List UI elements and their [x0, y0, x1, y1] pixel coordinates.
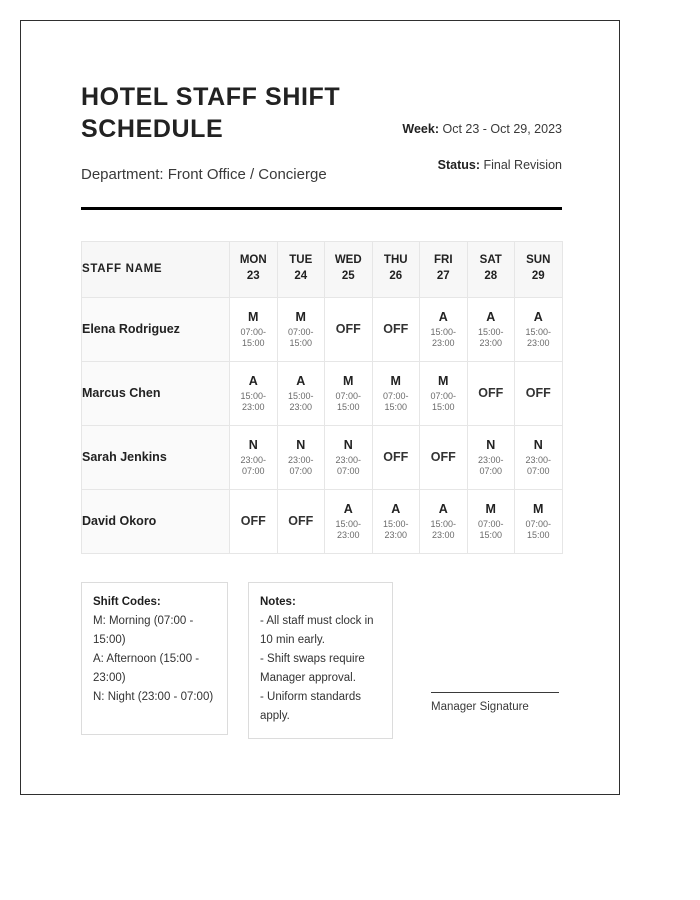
shift-off-label: OFF [478, 385, 504, 400]
schedule-table [81, 241, 563, 554]
shift-code: A [296, 373, 306, 388]
status-value: Final Revision [483, 157, 562, 172]
shift-codes-title: Shift Codes: [93, 595, 161, 608]
schedule-table-body [82, 297, 563, 553]
shift-code-line: M: Morning (07:00 - 15:00) [93, 615, 194, 647]
day-date: 25 [341, 270, 355, 282]
day-name: FRI [433, 254, 453, 267]
shift-time: 07:00- 15:00 [335, 390, 362, 413]
signature-label: Manager Signature [431, 700, 529, 713]
day-date: 23 [246, 270, 260, 282]
notes-title: Notes: [260, 595, 296, 608]
table-row [82, 489, 563, 553]
column-header-day-fri [420, 241, 468, 297]
page-title: HOTEL STAFF SHIFT SCHEDULE [81, 83, 341, 143]
shift-cell [277, 361, 325, 425]
shift-code: M [533, 501, 544, 516]
shift-time: 15:00- 23:00 [335, 518, 362, 541]
shift-time: 23:00- 07:00 [477, 454, 504, 477]
shift-cell [515, 489, 563, 553]
shift-time: 07:00- 15:00 [287, 326, 314, 349]
shift-cell [515, 425, 563, 489]
shift-time: 15:00- 23:00 [382, 518, 409, 541]
table-row [82, 297, 563, 361]
shift-time: 15:00- 23:00 [240, 390, 267, 413]
note-line: - Uniform standards apply. [260, 691, 361, 723]
shift-time: 23:00- 07:00 [287, 454, 314, 477]
column-header-day-thu [372, 241, 420, 297]
day-name: MON [239, 254, 267, 267]
shift-cell [420, 489, 468, 553]
column-header-staff-name: STAFF NAME [82, 241, 230, 297]
shift-cell [515, 297, 563, 361]
shift-code: N [296, 437, 306, 452]
note-line: - Shift swaps require Manager approval. [260, 653, 365, 685]
week-meta [387, 120, 562, 139]
shift-off-label: OFF [335, 321, 361, 336]
shift-time: 15:00- 23:00 [430, 518, 457, 541]
department-line: Department: Front Office / Concierge [81, 166, 327, 183]
shift-cell [230, 425, 278, 489]
shift-cell [230, 489, 278, 553]
header-meta-block [387, 81, 562, 175]
signature-line[interactable] [431, 692, 559, 693]
shift-time: 23:00- 07:00 [525, 454, 552, 477]
day-name: TUE [289, 254, 313, 267]
status-label: Status: [437, 157, 480, 172]
shift-code: M [248, 309, 259, 324]
shift-cell [467, 489, 515, 553]
shift-code: A [438, 309, 448, 324]
shift-code: M [438, 373, 449, 388]
shift-code: M [295, 309, 306, 324]
notes-box [248, 582, 393, 740]
shift-cell [277, 297, 325, 361]
shift-time: 07:00- 15:00 [477, 518, 504, 541]
day-date: 24 [294, 270, 308, 282]
shift-off-label: OFF [383, 321, 409, 336]
column-header-day-wed [325, 241, 373, 297]
shift-cell [325, 297, 373, 361]
shift-time: 15:00- 23:00 [525, 326, 552, 349]
shift-cell [372, 425, 420, 489]
shift-codes-box [81, 582, 228, 735]
header-divider [81, 207, 562, 210]
shift-time: 07:00- 15:00 [240, 326, 267, 349]
shift-cell [277, 489, 325, 553]
shift-code: A [486, 309, 496, 324]
day-date: 26 [389, 270, 403, 282]
document-header [81, 81, 562, 185]
shift-off-label: OFF [430, 449, 456, 464]
shift-code: N [343, 437, 353, 452]
schedule-table-wrapper [81, 241, 562, 554]
document-content [81, 81, 562, 739]
shift-cell [515, 361, 563, 425]
staff-name-cell: David Okoro [82, 489, 230, 553]
shift-code: M [485, 501, 496, 516]
shift-time: 15:00- 23:00 [287, 390, 314, 413]
shift-code: A [248, 373, 258, 388]
staff-name-cell: Elena Rodriguez [82, 297, 230, 361]
week-value: Oct 23 - Oct 29, 2023 [442, 122, 562, 136]
shift-cell [372, 297, 420, 361]
shift-time: 07:00- 15:00 [430, 390, 457, 413]
table-row [82, 425, 563, 489]
shift-code: N [533, 437, 543, 452]
shift-code: A [533, 309, 543, 324]
table-header-row [82, 241, 563, 297]
day-name: WED [334, 254, 362, 267]
shift-cell [325, 361, 373, 425]
shift-code-line: N: Night (23:00 - 07:00) [93, 691, 214, 704]
status-meta [387, 156, 562, 175]
shift-cell [372, 361, 420, 425]
note-line: - All staff must clock in 10 min early. [260, 615, 374, 647]
shift-cell [277, 425, 325, 489]
table-row [82, 361, 563, 425]
shift-cell [372, 489, 420, 553]
shift-code: M [390, 373, 401, 388]
manager-signature-block [431, 582, 559, 713]
shift-off-label: OFF [525, 385, 551, 400]
shift-time: 15:00- 23:00 [477, 326, 504, 349]
column-header-day-mon [230, 241, 278, 297]
shift-cell [420, 425, 468, 489]
shift-cell [467, 361, 515, 425]
staff-name-cell: Marcus Chen [82, 361, 230, 425]
shift-cell [420, 297, 468, 361]
column-header-day-sun [515, 241, 563, 297]
shift-code-line: A: Afternoon (15:00 - 23:00) [93, 653, 200, 685]
shift-code: N [486, 437, 496, 452]
header-left-block [81, 81, 381, 185]
shift-code: N [248, 437, 258, 452]
shift-time: 07:00- 15:00 [525, 518, 552, 541]
day-date: 28 [484, 270, 498, 282]
shift-cell [467, 297, 515, 361]
shift-cell [230, 297, 278, 361]
shift-code: A [343, 501, 353, 516]
schedule-table-head [82, 241, 563, 297]
shift-time: 07:00- 15:00 [382, 390, 409, 413]
column-header-day-tue [277, 241, 325, 297]
shift-off-label: OFF [240, 513, 266, 528]
staff-name-cell: Sarah Jenkins [82, 425, 230, 489]
shift-cell [420, 361, 468, 425]
shift-cell [325, 425, 373, 489]
day-name: SUN [526, 254, 551, 267]
shift-code: A [391, 501, 401, 516]
day-name: SAT [479, 254, 502, 267]
shift-time: 23:00- 07:00 [335, 454, 362, 477]
day-date: 27 [436, 270, 450, 282]
week-label: Week: [402, 122, 439, 136]
document-footer [81, 582, 562, 740]
shift-code: M [343, 373, 354, 388]
shift-off-label: OFF [383, 449, 409, 464]
shift-cell [230, 361, 278, 425]
shift-time: 23:00- 07:00 [240, 454, 267, 477]
document-page [20, 20, 620, 795]
shift-time: 15:00- 23:00 [430, 326, 457, 349]
shift-off-label: OFF [288, 513, 314, 528]
day-name: THU [383, 254, 408, 267]
shift-cell [325, 489, 373, 553]
shift-code: A [438, 501, 448, 516]
column-header-day-sat [467, 241, 515, 297]
shift-cell [467, 425, 515, 489]
day-date: 29 [531, 270, 545, 282]
